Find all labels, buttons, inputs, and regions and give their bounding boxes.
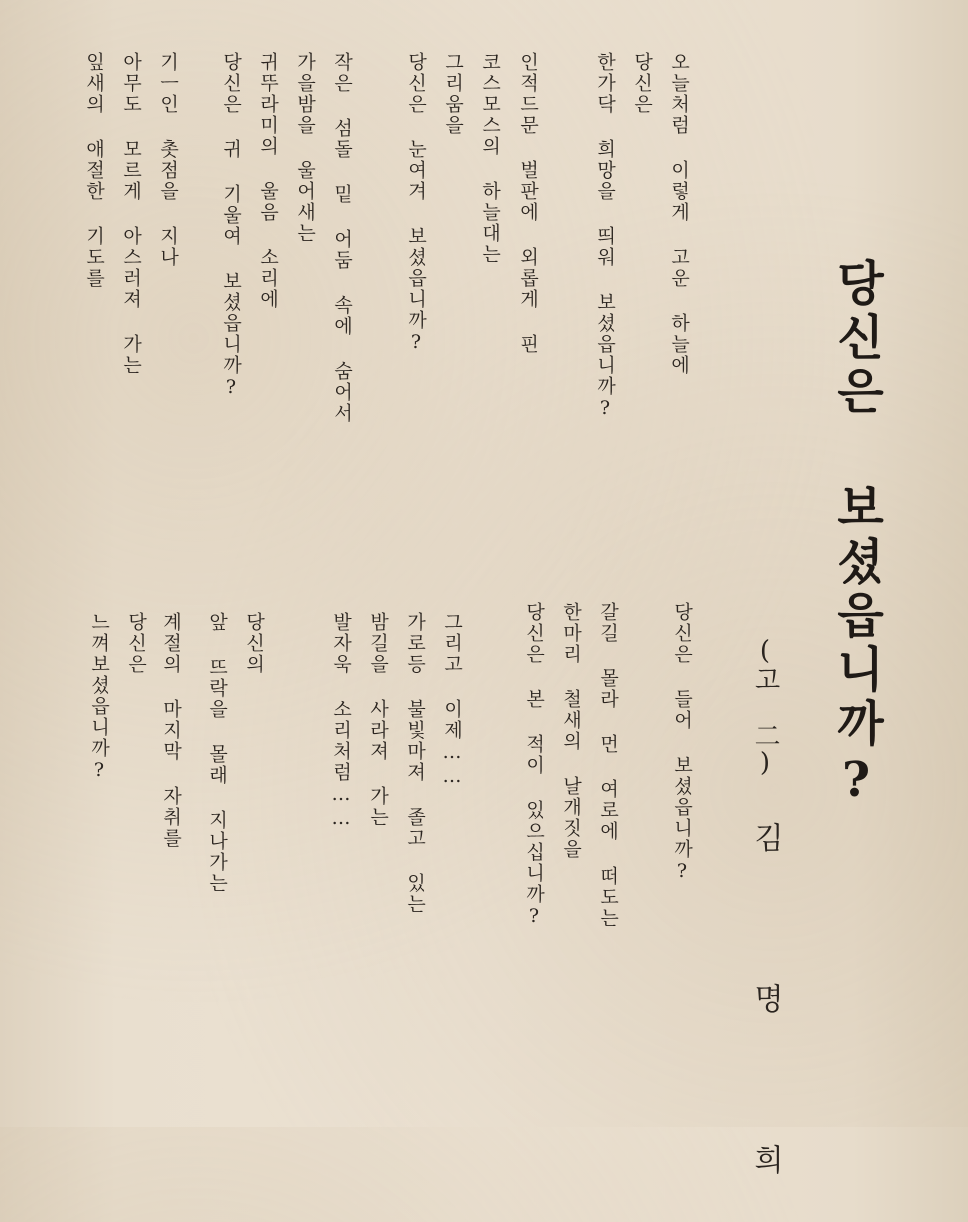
- poem-line: 발자욱 소리처럼……: [330, 612, 352, 831]
- poem-line: 당신은: [125, 612, 147, 675]
- poem-line: 당신은 눈여겨 보셨읍니까?: [405, 52, 427, 355]
- poem-line: 그리움을: [442, 52, 464, 136]
- poem-line: 밤길을 사라져 가는: [367, 612, 389, 828]
- poem-title: 당신은 보셨읍니까?: [828, 258, 884, 814]
- poem-line: 당신은 본 적이 있으십니까?: [523, 602, 545, 929]
- poem-line: 한가닥 희망을 띄워 보셨읍니까?: [594, 52, 616, 421]
- poem-line: 당신은 들어 보셨읍니까?: [671, 602, 693, 884]
- poem-line: 귀뚜라미의 울음 소리에: [257, 52, 279, 310]
- author-byline: [748, 636, 783, 1222]
- author-name: 김 명 희: [748, 822, 783, 1222]
- author-grade: (고 二): [750, 636, 780, 778]
- poem-line: 갈길 몰라 먼 여로에 떠도는: [597, 602, 619, 929]
- poem-line: 가을밤을 울어새는: [294, 52, 316, 244]
- poem-line: 코스모스의 하늘대는: [479, 52, 501, 265]
- poem-line: 잎새의 애절한 기도를: [83, 52, 105, 289]
- poem-line: 기ㅡ인 촛점을 지나: [157, 52, 179, 268]
- poem-line: 가로등 불빛마져 졸고 있는: [404, 612, 426, 915]
- poem-line: 아무도 모르게 아스러져 가는: [120, 52, 142, 376]
- poem-line: 앞 뜨락을 몰래 지나가는: [206, 612, 228, 894]
- poem-line: 당신의: [243, 612, 265, 675]
- poem-line: 계절의 마지막 자취를: [160, 612, 182, 849]
- poem-line: 오늘처럼 이렇게 고운 하늘에: [668, 52, 690, 376]
- poem-line: 당신은 귀 기울여 보셨읍니까?: [220, 52, 242, 400]
- poem-line: 느껴보셨읍니까?: [88, 612, 110, 783]
- poem-line: 당신은: [631, 52, 653, 115]
- poem-line: 인적드문 벌판에 외롭게 핀: [517, 52, 539, 355]
- poem-line: 그리고 이제……: [441, 612, 463, 789]
- poem-line: 한마리 철새의 날개짓을: [560, 602, 582, 860]
- poem-line: 작은 섬돌 밑 어둠 속에 숨어서: [331, 52, 353, 424]
